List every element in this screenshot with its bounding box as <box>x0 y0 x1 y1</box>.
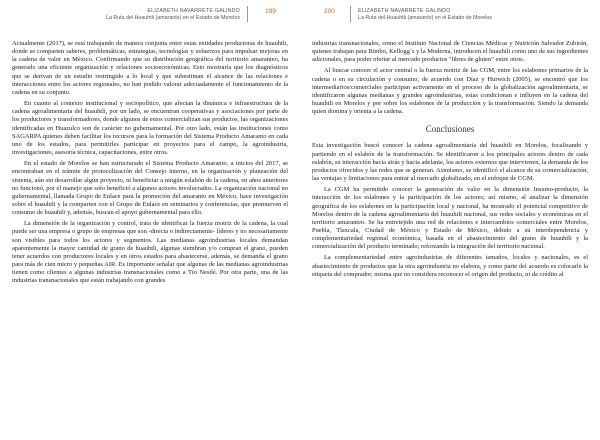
paragraph: Actualmente (2017), se está trabajando de manera conjunta entre estas entidades productoras de huauhtli, donde se comparten saberes, problemáticas, estrategias, tecnologías y esfuerzos para impulsar mejoras en la cadena de valor en México. Confirmando que su distribución geográfica del territorio amaranteo, ha generado una eficiente organización y relaciones socioeconómicas. Esto mostraría que los diagnósticos que se derivan de un estudio restringido a lo local y que subestiman el alcance de las relaciones e interacciones entre los actores regionales, no han podido valorar adecuadamente el funcionamiento de la cadena en su conjunto. <box>12 40 288 96</box>
running-author: ELIZABETH NAVARRETE GALINDO <box>358 8 451 14</box>
header-divider <box>350 6 351 22</box>
paragraph: Esta investigación buscó conocer la cadena agroalimentaria del huauhtli en Morelos, focalizando y partiendo en el eslabón de la transformación. Se identificaron a los principales actores dentro de cada eslabón, su interacción hacia atrás y hacia adelante, los actores externos que intervienen, la demanda de los productos ofrecidos y las redes que se generan. Asimismo, se identificó el alcance de su comercialización, las ventajas y limitaciones para entrar al mercado globalizado, en el enfoque de CGM. <box>312 142 588 183</box>
left-page-header <box>12 8 288 40</box>
paragraph: La complementariedad entre agroindustrias de diferentes tamaños, locales y nacionales, es el abastecimiento de productos que la otra agroindustria no elabora, y como parte del acuerdo es colocarle la etiqueta del comprador, misma que no considera reconocer el origen del producto, ni da crédito al <box>312 254 588 278</box>
right-page-body <box>312 40 588 279</box>
running-title: La Ruta del Huauhtli (amaranto) en el Estado de Morelos <box>106 15 240 21</box>
page-number: 200 <box>324 8 335 15</box>
header-divider <box>247 6 248 22</box>
paragraph: En el estado de Morelos se han estructurado el Sistema Producto Amaranto, a inicios del 2017, se encontraban en el trámite de protocolización del Consejo interno, en la organización y planeación del sistema, aún sin desarrollar algún proyecto, ni beneficiar a ningún eslabón de la cadena, en años anteriores no funcionó, por el manejo que solo benefició a algunos actores involucrados. La organización nacional no gubernamental, llamada Grupo de Enlace para la promoción del amaranto en México, hace investigación sobre el huauhtli y la comparten con el Grupo de Enlace en seminarios y conferencias, que promueven el consumo de huauhtli y, además, buscan el apoyo gubernamental para ello. <box>12 160 288 217</box>
running-author: ELIZABETH NAVARRETE GALINDO <box>147 8 240 14</box>
paragraph: industrias transnacionales, como el Instituto Nacional de Ciencias Médicas y Nutrición Salvador Zubirán, quienes trabajan para Bimbo, Kellogg´s y la Moderna, introducen el huauhtli como uno de sus ingredientes adicionales, para poder ofertar al mercado productos "libres de gluten" entre otros. <box>312 40 588 64</box>
section-heading: Conclusiones <box>425 124 475 135</box>
paragraph: Al buscar conocer el actor central o la fuerza motriz de las CGM, entre los eslabones primarios de la cadena o en su circulación y consumo, de acuerdo con Díaz y Hurwich (2005), se encontró que los intermediarios/comerciales participan activamente en el proceso de la globalización agroalimentaria, se identificaron algunas medianas y grandes agroindustrias, estas condicionan e influyen en la cadena del huauhtli en Morelos y por sobre los eslabones de la producción y la transformación. Siendo la demanda quien domina y orienta a la cadena. <box>312 67 588 116</box>
left-page-body <box>12 40 288 286</box>
page-number: 199 <box>265 8 276 15</box>
paragraph: La CGM ha permitido conocer la generación de valor en la dimensión Insumo-producto, la interacción de los eslabones y la participación de los actores; así mismo, al analizar la dimensión geográfica de los eslabones en la participación local y nacional, ha mostrado el potencial competitivo de Morelos dentro de la cadena agroalimentaria del huauhtli nacional, sus redes sociales y económicas en el territorio amaranteo. Se ha entretejido una red de relaciones e intercambios comerciales entre Morelos, Puebla, Tlaxcala, Ciudad de México y Estado de México, debido a su interdependencia y complementariedad regional económica, basada en el abastecimiento del grano de huauhtli y la comercialización del producto terminado; reforzando la integración del territorio nacional. <box>312 186 588 251</box>
paragraph: La dimensión de la organización y control, trata de identificar la fuerza motriz de la cadena, la cual puede ser una empresa o grupo de empresas que son -directa o indirectamente- líderes y no necesariamente son visibles para todos los actores y segmentos. Las medianas agroindustrias locales demandan aparentemente la mayor cantidad de grano de huauhtli, algunas siembran y/o compran el grano, pueden tener acuerdos con productores locales y en otros estados para abastecerse, además, se demanda el grano para más de cien micro y pequeñas AIR. Es importante señalar que algunas de las medianas agroindustrias tienen como clientes a algunas industrias transnacionales como a Tío Nestlé. Por otra parte, una de las industrias transnacionales que están trabajando con grandes <box>12 220 288 285</box>
running-title: La Ruta del Huauhtli (amaranto) en el Estado de Morelos <box>358 15 492 21</box>
paragraph: En cuanto al contexto institucional y sociopolítico, que afectan la dinámica e infraestructura de la cadena agroalimentaria del huauhtli, por un lado, se encuentran cooperativas y asociaciones por parte de los productores y transformadores, donde algunos de estos comercializan sus productos, las organizaciones identificadas en Huazulco son de carácter no gubernamental. Por otro lado, están las instituciones como SAGARPA quienes deben facilitar los recursos para la formación del Sistema Producto Amaranto en cada uno de los estados, para permitirles participar en proyectos para el campo, la agroindustria, investigaciones, asesoría técnica, capacitaciones, entre otros. <box>12 100 288 157</box>
right-page-header <box>312 8 588 40</box>
right-page <box>300 0 600 440</box>
